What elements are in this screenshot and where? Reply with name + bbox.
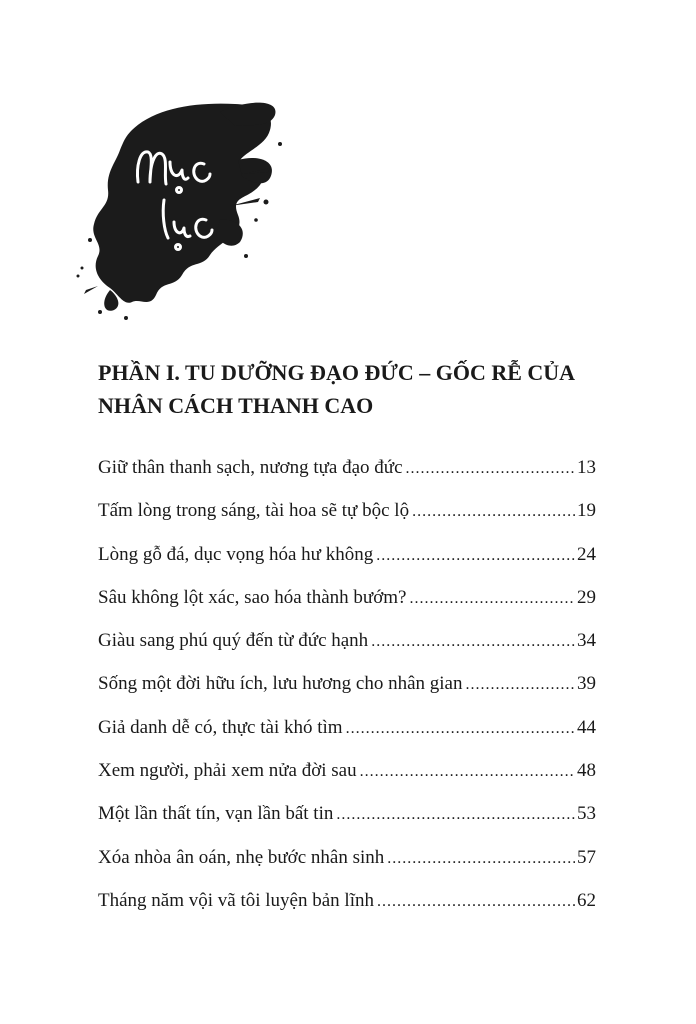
toc-entry-title: Lòng gỗ đá, dục vọng hóa hư không <box>98 543 374 565</box>
toc-entry-page: 13 <box>577 457 596 478</box>
toc-entry-title: Giàu sang phú quý đến từ đức hạnh <box>98 630 369 652</box>
part-title-line-1: PHẦN I. TU DƯỠNG ĐẠO ĐỨC – GỐC RỄ CỦA <box>98 360 576 385</box>
part-title-line-2: NHÂN CÁCH THANH CAO <box>98 393 374 418</box>
dot-leader <box>371 620 575 663</box>
toc-entry[interactable] <box>98 446 596 489</box>
dot-leader <box>336 793 575 836</box>
dot-leader <box>346 707 575 750</box>
toc-entry-page: 44 <box>577 716 596 738</box>
toc-entry-title: Tháng năm vội vã tôi luyện bản lĩnh <box>98 889 374 911</box>
toc-entry-title: Xóa nhòa ân oán, nhẹ bước nhân sinh <box>98 846 385 868</box>
toc-entry-page: 29 <box>577 586 596 608</box>
toc-entry-title: Giả danh dễ có, thực tài khó tìm <box>98 716 343 738</box>
toc-entry-title: Giữ thân thanh sạch, nương tựa đạo đức <box>98 457 403 478</box>
toc-entry[interactable] <box>98 533 596 576</box>
dot-leader <box>377 880 575 923</box>
part-title <box>98 356 598 422</box>
toc-entry[interactable] <box>98 576 596 619</box>
toc-entry-page: 62 <box>577 889 596 911</box>
dot-leader <box>409 577 575 620</box>
toc-entry[interactable] <box>98 749 596 792</box>
toc-entry-title: Sống một đời hữu ích, lưu hương cho nhân gian <box>98 673 463 695</box>
dot-leader <box>387 837 575 880</box>
toc-entry[interactable] <box>98 792 596 835</box>
toc-entry-page: 19 <box>577 500 596 522</box>
toc-entry-title: Sâu không lột xác, sao hóa thành bướm? <box>98 586 407 608</box>
toc-entry-title: Tấm lòng trong sáng, tài hoa sẽ tự bộc lộ <box>98 500 410 522</box>
toc-entry[interactable] <box>98 662 596 705</box>
toc-entry[interactable] <box>98 489 596 532</box>
toc-entry[interactable] <box>98 879 596 922</box>
toc-entry-page: 48 <box>577 760 596 782</box>
toc-entry[interactable] <box>98 619 596 662</box>
toc-entry-page: 39 <box>577 673 596 695</box>
toc-entry-page: 34 <box>577 630 596 652</box>
dot-leader <box>360 750 575 793</box>
toc-entry[interactable] <box>98 836 596 879</box>
toc-entry-page: 57 <box>577 846 596 868</box>
dot-leader <box>465 663 575 706</box>
dot-leader <box>376 534 575 577</box>
table-of-contents <box>98 446 596 922</box>
toc-entry-page: 24 <box>577 543 596 565</box>
toc-entry-title: Xem người, phải xem nửa đời sau <box>98 760 357 782</box>
toc-entry-page: 53 <box>577 803 596 825</box>
ink-splash-icon <box>70 90 290 330</box>
toc-entry[interactable] <box>98 706 596 749</box>
dot-leader <box>406 447 575 490</box>
dot-leader <box>412 490 575 533</box>
toc-entry-title: Một lần thất tín, vạn lần bất tin <box>98 803 334 825</box>
muc-luc-brush-logo <box>70 90 290 330</box>
